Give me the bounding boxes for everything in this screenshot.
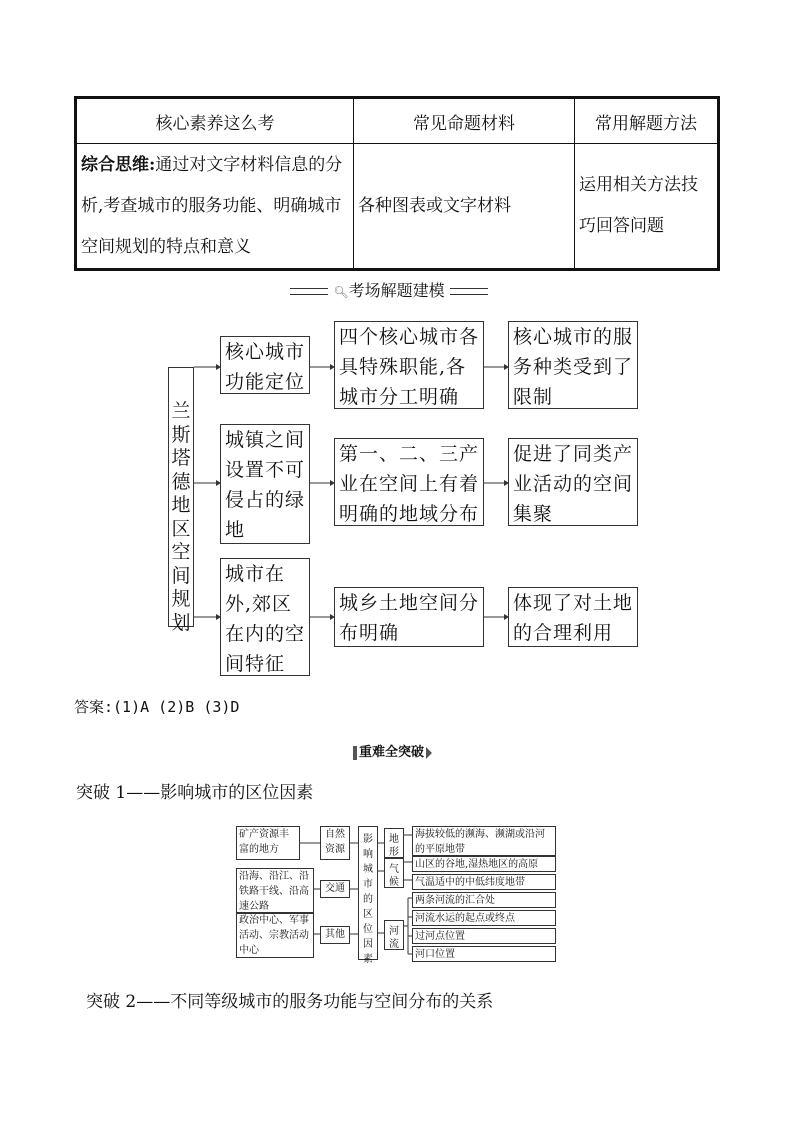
literacy-label: 综合思维: — [81, 154, 156, 175]
flow-level2: 第一、二、三产业在空间上有着明确的地域分布 — [334, 438, 484, 526]
breakthrough-1-heading: 突破 1——影响城市的区位因素 — [76, 783, 314, 803]
factor-category: 河流 — [384, 920, 404, 950]
literacy-text: 通过对文字材料信息的分析,考查城市的服务功能、明确城市空间规划的特点和意义 — [81, 154, 343, 257]
flow-root: 兰斯塔德地区空间规划 — [168, 367, 194, 627]
table-header: 常用解题方法 — [575, 98, 719, 144]
section-title: 重难全突破 — [359, 745, 425, 760]
factor-detail: 山区的谷地,湿热地区的高原 — [412, 856, 556, 872]
flow-level3: 体现了对土地的合理利用 — [508, 587, 638, 647]
answer-line: 答案:(1)A (2)B (3)D — [74, 698, 240, 716]
factor-detail: 过河点位置 — [412, 928, 556, 944]
factor-detail: 河口位置 — [412, 946, 556, 962]
flow-level1: 核心城市功能定位 — [220, 336, 310, 394]
model-title: 考场解题建模 — [348, 281, 445, 300]
factor-category: 交通 — [320, 880, 350, 898]
flow-level2: 城乡土地空间分布明确 — [334, 587, 484, 647]
factor-detail: 两条河流的汇合处 — [412, 892, 556, 908]
flow-level2: 四个核心城市各具特殊职能,各城市分工明确 — [334, 321, 484, 409]
flow-level3: 核心城市的服务种类受到了限制 — [508, 321, 638, 409]
table-header: 常见命题材料 — [354, 98, 575, 144]
flow-level1: 城市在外,郊区在内的空间特征 — [220, 558, 310, 676]
diagram-center: 影响城市的区位因素 — [358, 826, 378, 960]
factor-category: 地形 — [384, 828, 404, 858]
factor-category: 气候 — [384, 858, 404, 888]
factor-detail: 河流水运的起点或终点 — [412, 910, 556, 926]
factor-detail: 海拔较低的濒海、濒湖或沿河的平原地带 — [412, 826, 556, 856]
factor-desc: 沿海、沿江、沿铁路干线、沿高速公路 — [236, 868, 314, 914]
factor-desc: 政治中心、军事活动、宗教活动中心 — [236, 912, 314, 958]
factor-desc: 矿产资源丰富的地方 — [236, 826, 300, 860]
factor-detail: 气温适中的中低纬度地带 — [412, 874, 556, 890]
factor-category: 自然资源 — [320, 826, 350, 860]
table-cell-method: 运用相关方法技巧回答问题 — [575, 144, 719, 270]
factor-category: 其他 — [320, 926, 350, 944]
flow-level3: 促进了同类产业活动的空间集聚 — [508, 438, 638, 526]
magnifier-icon: 🔍︎ — [333, 285, 349, 299]
table-header: 核心素养这么考 — [76, 98, 354, 144]
table-cell-material: 各种图表或文字材料 — [354, 144, 575, 270]
breakthrough-2-heading: 突破 2——不同等级城市的服务功能与空间分布的关系 — [86, 992, 494, 1012]
flow-level1: 城镇之间设置不可侵占的绿地 — [220, 424, 310, 544]
